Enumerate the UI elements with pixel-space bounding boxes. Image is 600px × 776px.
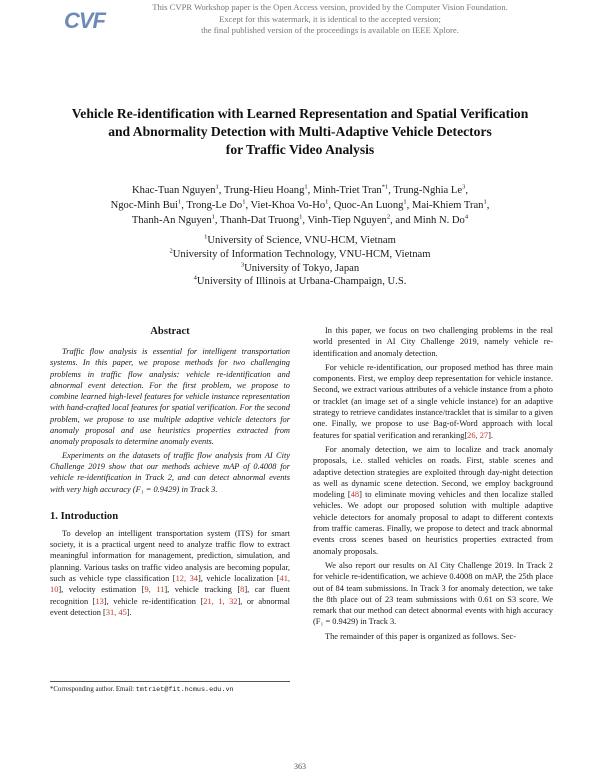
author: Quoc-An Luong$^1$ (333, 198, 407, 211)
citation-link[interactable]: 26, 27 (467, 430, 489, 440)
affiliation: $^4$University of Illinois at Urbana-Champaign, U.S. (193, 274, 407, 288)
author: Minh N. Do$^4$ (413, 213, 469, 226)
author: Minh-Triet Tran$^{*1}$ (312, 183, 389, 196)
author: Viet-Khoa Vo-Ho$^1$ (250, 198, 329, 211)
body-paragraph: We also report our results on AI City Challenge 2019. In Track 2 for vehicle re-identification, we achieve 0.4008 on mAP, the 25th place out of 84 team submissions. In Track 3 for anomaly detection, we take the 8th place out of 23 team submissions with 0.61 on S3 score. We remark that our method can detect abnormal events with high accuracy (F₁ = 0.9429) in Track 3. (313, 560, 553, 627)
citation-link[interactable]: 21, 1, 32 (203, 596, 238, 606)
author: Mai-Khiem Tran$^1$ (411, 198, 487, 211)
author: Vinh-Tiep Nguyen$^2$ (307, 213, 391, 226)
author-list (30, 183, 570, 228)
watermark-line: the final published version of the proceedings is available on IEEE Xplore. (201, 25, 459, 35)
citation-link[interactable]: 48 (350, 490, 360, 500)
affiliation-list (30, 234, 570, 289)
body-paragraph: The remainder of this paper is organized as follows. Sec- (325, 631, 517, 641)
watermark-line: This CVPR Workshop paper is the Open Access version, provided by the Computer Vision Foundation. (152, 2, 508, 12)
author: Ngoc-Minh Bui$^1$ (110, 198, 182, 211)
paper-title (30, 105, 570, 159)
affiliation: $^1$University of Science, VNU-HCM, Vietnam (204, 233, 396, 246)
title-line: for Traffic Video Analysis (225, 142, 375, 157)
affiliation: $^3$University of Tokyo, Japan (240, 261, 360, 274)
author: Trung-Hieu Hoang$^1$ (223, 183, 308, 196)
abstract-paragraph: Traffic flow analysis is essential for intelligent transportation systems. In this paper, we propose methods for two challenging problems in traffic flow analysis: vehicle re-identification and abnormal event detection. For the first problem, we propose to combine learned high-level features for vehicle instance representation with hand-crafted local features for spatial verification. For the second problem, we propose to use multiple adaptive vehicle detectors for anomaly proposal and use heuristics properties extracted from anomaly proposals to determine anomaly events. (50, 347, 290, 447)
body-paragraph: For anomaly detection, we aim to localize and track anomaly proposals, i.e. stalled vehicles on roads. First, stable scenes and adaptive detection strategies are exploited through day-night detection as well as dynamic scene detection. Second, we employ background modeling [48] to eliminate moving vehicles and then localize stalled vehicles. We adopt our proposed solution with multiple adaptive vehicle detectors for anomaly proposal to adapt to different contexts from traffic cameras. Finally, we propose to detect and track abnormal events cross scenes based on heuristics properties extracted from anomaly proposals. (313, 444, 553, 556)
citation-link[interactable]: 12, 34 (175, 574, 198, 584)
body-paragraph: For vehicle re-identification, our proposed method has three main components. First, we employ deep representation for vehicle instance. Second, we extract various attributes of a vehicle instance from a photo or tracklet (an image set of a single vehicle instance) for an adaptive strategy to retrieve candidates instance/tracklet that is similar to a given one. Finally, we propose to use Bag-of-Word approach with local features for spatial verification and reranking[26, 27]. (313, 362, 553, 440)
author: Thanh-Dat Truong$^1$ (220, 213, 303, 226)
affiliation: $^2$University of Information Technology, VNU-HCM, Vietnam (169, 247, 431, 260)
citation-link[interactable]: 13 (95, 596, 104, 606)
watermark-line: Except for this watermark, it is identical to the accepted version; (219, 13, 441, 24)
right-column (313, 325, 553, 645)
email-link[interactable]: tmtriet@fit.hcmus.edu.vn (135, 686, 234, 694)
abstract-paragraph: Experiments on the datasets of traffic flow analysis from AI City Challenge 2019 show that our methods achieve mAP of 0.4008 for vehicle re-identification in Track 2, and can detect abnormal events with very high accuracy (F₁ = 0.9429) in Track 3. (50, 450, 290, 494)
author: Trung-Nghia Le$^3$ (393, 183, 466, 196)
author: Khac-Tuan Nguyen$^1$ (132, 183, 219, 196)
left-column (50, 325, 290, 621)
abstract-heading: Abstract (150, 326, 190, 337)
author: Thanh-An Nguyen$^1$ (131, 213, 215, 226)
author-row: Khac-Tuan Nguyen$^1$, Trung-Hieu Hoang$^1$, Minh-Triet Tran$^{*1}$, Trung-Nghia Le$^3$, (132, 183, 468, 196)
title-line: Vehicle Re-identification with Learned Representation and Spatial Verification (71, 106, 529, 121)
page-number: 363 (294, 762, 306, 771)
citation-link[interactable]: 8 (240, 585, 245, 595)
author: Trong-Le Do$^1$ (186, 198, 246, 211)
body-paragraph: In this paper, we focus on two challenging problems in the real world presented in AI City Challenge 2019, namely vehicle re-identification and anomaly detection. (313, 326, 553, 358)
watermark-notice (120, 2, 540, 37)
author-row: Ngoc-Minh Bui$^1$, Trong-Le Do$^1$, Viet-Khoa Vo-Ho$^1$, Quoc-An Luong$^1$, Mai-Khiem Tran$^1$, (110, 198, 490, 211)
citation-link[interactable]: 9, 11 (144, 585, 165, 595)
cvf-logo: CVF (64, 8, 105, 33)
corresponding-author-footnote: *Corresponding author. Email: tmtriet@fit.hcmus.edu.vn (50, 681, 290, 695)
title-line: and Abnormality Detection with Multi-Adaptive Vehicle Detectors (108, 124, 492, 139)
citation-link[interactable]: 31, 45 (105, 607, 127, 617)
citation-link[interactable]: 41, 10 (50, 574, 291, 595)
author-row: Thanh-An Nguyen$^1$, Thanh-Dat Truong$^1$, Vinh-Tiep Nguyen$^2$, and Minh N. Do$^4$ (131, 213, 469, 226)
introduction-heading: 1. Introduction (50, 510, 119, 522)
introduction-paragraph: To develop an intelligent transportation system (ITS) for smart society, it is a practical urgent need to analyze traffic flow to extract meaningful information for management, prediction, simulation, and planning. Various tasks on traffic video analysis are becoming popular, such as vehicle type classification [12, 34], vehicle localization [41, 10], velocity estimation [9, 11], vehicle tracking [8], car fluent recognition [13], vehicle re-identification [21, 1, 32], or abnormal event detection [31, 45]. (50, 528, 291, 617)
